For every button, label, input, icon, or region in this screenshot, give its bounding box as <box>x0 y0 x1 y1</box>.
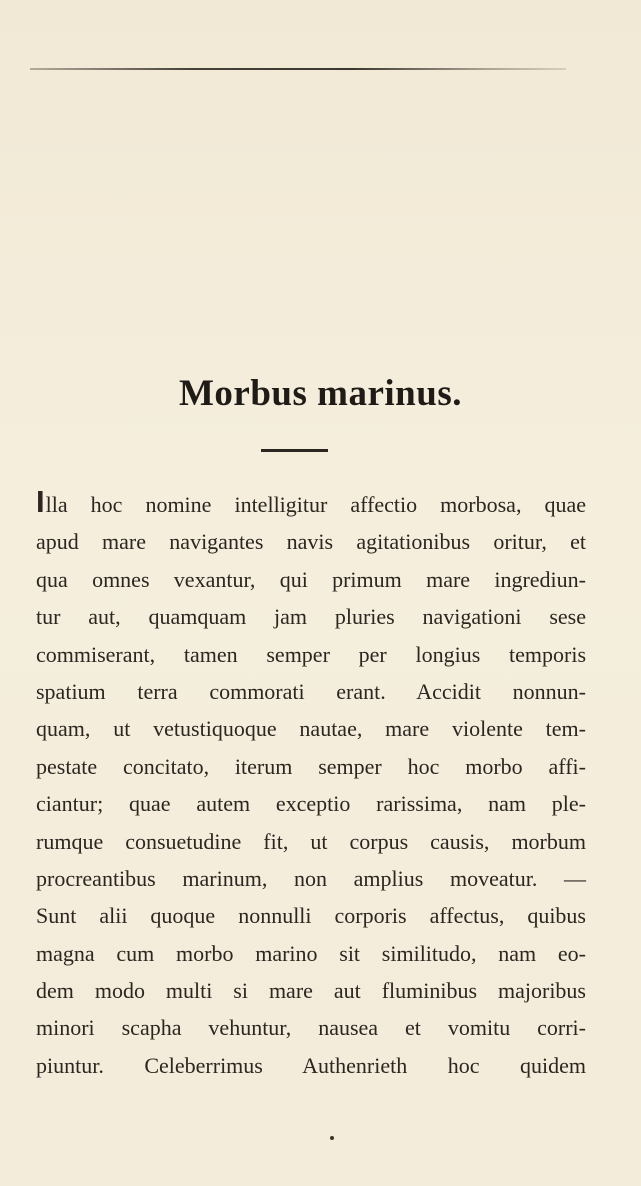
paragraph-line: Sunt alii quoque nonnulli corporis affectus, quibus <box>36 903 586 929</box>
title-divider <box>261 449 328 452</box>
paragraph-line: piuntur. Celeberrimus Authenrieth hoc quidem <box>36 1052 586 1078</box>
paragraph-line: ciantur; quae autem exceptio rarissima, nam ple- <box>36 791 586 817</box>
paragraph-line <box>36 486 586 523</box>
paragraph-line: rumque consuetudine fit, ut corpus causis, morbum <box>36 828 586 854</box>
ink-speck <box>330 1136 334 1140</box>
drop-cap: I <box>36 484 45 519</box>
paragraph-line: procreantibus marinum, non amplius moveatur. — <box>36 865 586 891</box>
body-paragraph <box>36 486 586 1084</box>
paragraph-line: commiserant, tamen semper per longius temporis <box>36 641 586 667</box>
page-title: Morbus marinus. <box>179 373 462 414</box>
paragraph-line: magna cum morbo marino sit similitudo, nam eo- <box>36 940 586 966</box>
paragraph-line: minori scapha vehuntur, nausea et vomitu corri- <box>36 1015 586 1041</box>
paragraph-line: apud mare navigantes navis agitationibus oritur, et <box>36 529 586 555</box>
paragraph-line: pestate concitato, iterum semper hoc morbo affi- <box>36 753 586 779</box>
paragraph-line: spatium terra commorati erant. Accidit nonnun- <box>36 678 586 704</box>
header-rule <box>30 68 566 70</box>
paragraph-line: qua omnes vexantur, qui primum mare ingrediun- <box>36 566 586 592</box>
paragraph-line: tur aut, quamquam jam pluries navigationi sese <box>36 604 586 630</box>
paragraph-line: quam, ut vetustiquoque nautae, mare violente tem- <box>36 716 586 742</box>
line-text: lla hoc nomine intelligitur affectio morbosa, quae <box>45 492 586 517</box>
paragraph-line: dem modo multi si mare aut fluminibus majoribus <box>36 978 586 1004</box>
